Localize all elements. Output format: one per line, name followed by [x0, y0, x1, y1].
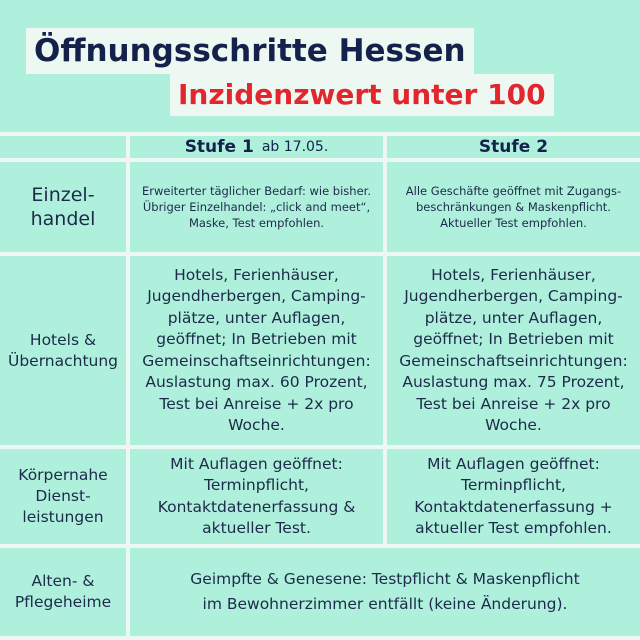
page-subtitle: Inzidenzwert unter 100 [170, 74, 554, 116]
row-label-text: Alten- & Pflegeheime [14, 572, 112, 611]
cell-hotels-stufe-1 [130, 256, 383, 445]
cell-dienstleistungen-stufe-1 [130, 449, 383, 544]
row-label-hotels [0, 256, 126, 445]
row-label-text: Einzel- handel [30, 184, 96, 230]
header-stufe-1 [130, 136, 383, 158]
row-label-text: Hotels & Übernachtung [7, 330, 119, 370]
openings-table [0, 132, 640, 640]
cell-einzelhandel-stufe-2 [387, 162, 640, 252]
stufe-1-date: ab 17.05. [261, 139, 329, 155]
stufe-2-label: Stufe 2 [478, 137, 549, 157]
cell-dienstleistungen-stufe-2 [387, 449, 640, 544]
cell-text: Mit Auflagen geöffnet: Terminpflicht, Kontaktdatenerfassung & aktueller Test. [157, 454, 356, 537]
cell-text: Hotels, Ferienhäuser, Jugendherbergen, Camping- plätze, unter Auflagen, geöffnet; In Betrieben mit Gemeinschaftseinrichtungen: Auslastung max. 60 Prozent, Test bei Anreise + 2x pro Woche. [142, 265, 371, 434]
cell-pflegeheime-combined [130, 548, 640, 636]
cell-text: Alle Geschäfte geöffnet mit Zugangs- beschränkungen & Maskenpflicht. Aktueller Test empfohlen. [405, 184, 622, 230]
page-title: Öffnungsschritte Hessen [26, 28, 474, 74]
cell-text: Geimpfte & Genesene: Testpflicht & Maskenpflicht im Bewohnerzimmer entfällt (keine Änderung). [190, 570, 580, 613]
row-label-pflegeheime [0, 548, 126, 636]
row-label-text: Körpernahe Dienst- leistungen [18, 466, 108, 526]
cell-text: Hotels, Ferienhäuser, Jugendherbergen, Camping- plätze, unter Auflagen, geöffnet; In Betrieben mit Gemeinschaftseinrichtungen: Auslastung max. 75 Prozent, Test bei Anreise + 2x pro Woche. [399, 265, 628, 434]
row-label-koerpernahe-dienstleistungen [0, 449, 126, 544]
cell-text: Erweiterter täglicher Bedarf: wie bisher. Übriger Einzelhandel: „click and meet“, Maske, Test empfohlen. [142, 184, 371, 230]
title-block [0, 0, 640, 132]
header-stufe-2 [387, 136, 640, 158]
divider [0, 636, 640, 640]
cell-text: Mit Auflagen geöffnet: Terminpflicht, Kontaktdatenerfassung + aktueller Test empfohlen. [414, 454, 613, 537]
cell-hotels-stufe-2 [387, 256, 640, 445]
cell-einzelhandel-stufe-1 [130, 162, 383, 252]
stufe-1-label: Stufe 1 [184, 137, 254, 157]
row-label-einzelhandel [0, 162, 126, 252]
